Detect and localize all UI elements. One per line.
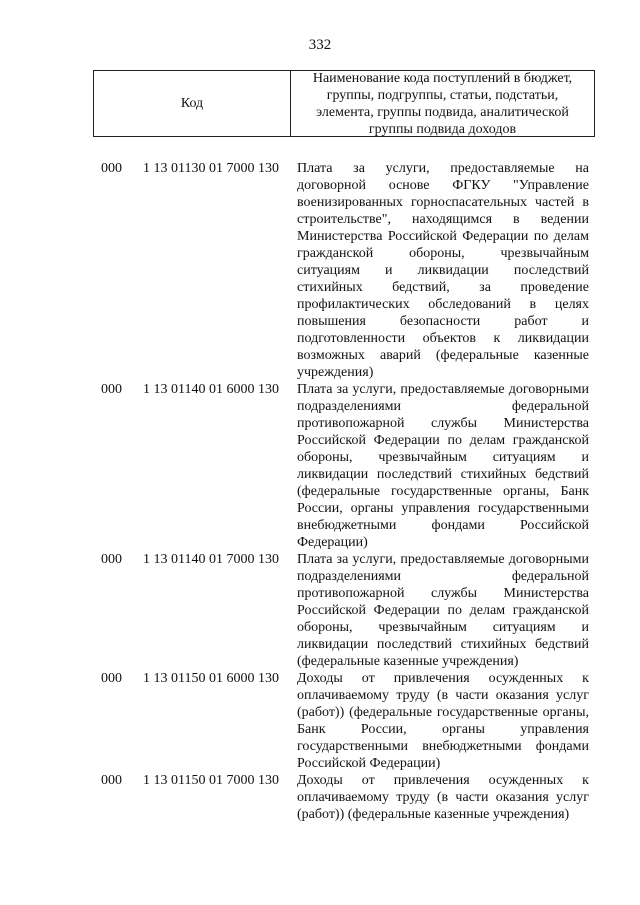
page-number: 332 [308,37,332,53]
revenue-description: Плата за услуги, предоставляемые договорными подразделениями федеральной противопожарной службы Министерства Российской Федерации по делам гражданской обороны, чрезвычайным ситуациям и ликвидации последствий стихийных бедствий (федеральные казенные учреждения) [297,552,589,669]
admin-code: 000 [101,552,122,567]
table-row [0,160,640,381]
table-row [0,670,640,772]
admin-code: 000 [101,161,122,176]
header-code-column: Код [94,71,291,136]
revenue-description: Доходы от привлечения осужденных к оплачиваемому труду (в части оказания услуг (работ)) (федеральные государственные органы, Банк России, органы управления государственными внебюджетными фондами Российской Федерации) [297,671,589,771]
revenue-description: Плата за услуги, предоставляемые на договорной основе ФГКУ "Управление военизированных горноспасательных частей в строительстве", находящимся в ведении Министерства Российской Федерации по делам гражданской обороны, чрезвычайным ситуациям и ликвидации последствий стихийных бедствий, за проведение профилактических обследований в целях повышения безопасности работ и подготовленности объектов к ликвидации возможных аварий (федеральные казенные учреждения) [297,161,589,380]
revenue-code: 1 13 01140 01 7000 130 [143,552,279,567]
revenue-code: 1 13 01140 01 6000 130 [143,382,279,397]
table-body [0,160,640,823]
table-row [0,772,640,823]
table-header [93,70,595,137]
table-row [0,551,640,670]
admin-code: 000 [101,773,122,788]
revenue-description: Плата за услуги, предоставляемые договорными подразделениями федеральной противопожарной службы Министерства Российской Федерации по делам гражданской обороны, чрезвычайным ситуациям и ликвидации последствий стихийных бедствий (федеральные государственные органы, Банк России, органы управления государственными внебюджетными фондами Российской Федерации) [297,382,589,550]
admin-code: 000 [101,382,122,397]
revenue-code: 1 13 01130 01 7000 130 [143,161,279,176]
revenue-description: Доходы от привлечения осужденных к оплачиваемому труду (в части оказания услуг (работ)) (федеральные казенные учреждения) [297,773,589,822]
table-row [0,381,640,551]
header-name-column: Наименование кода поступлений в бюджет, группы, подгруппы, статьи, подстатьи, элемента, группы подвида, аналитической группы подвида доходов [312,70,573,137]
revenue-code: 1 13 01150 01 7000 130 [143,773,279,788]
revenue-code: 1 13 01150 01 6000 130 [143,671,279,686]
admin-code: 000 [101,671,122,686]
